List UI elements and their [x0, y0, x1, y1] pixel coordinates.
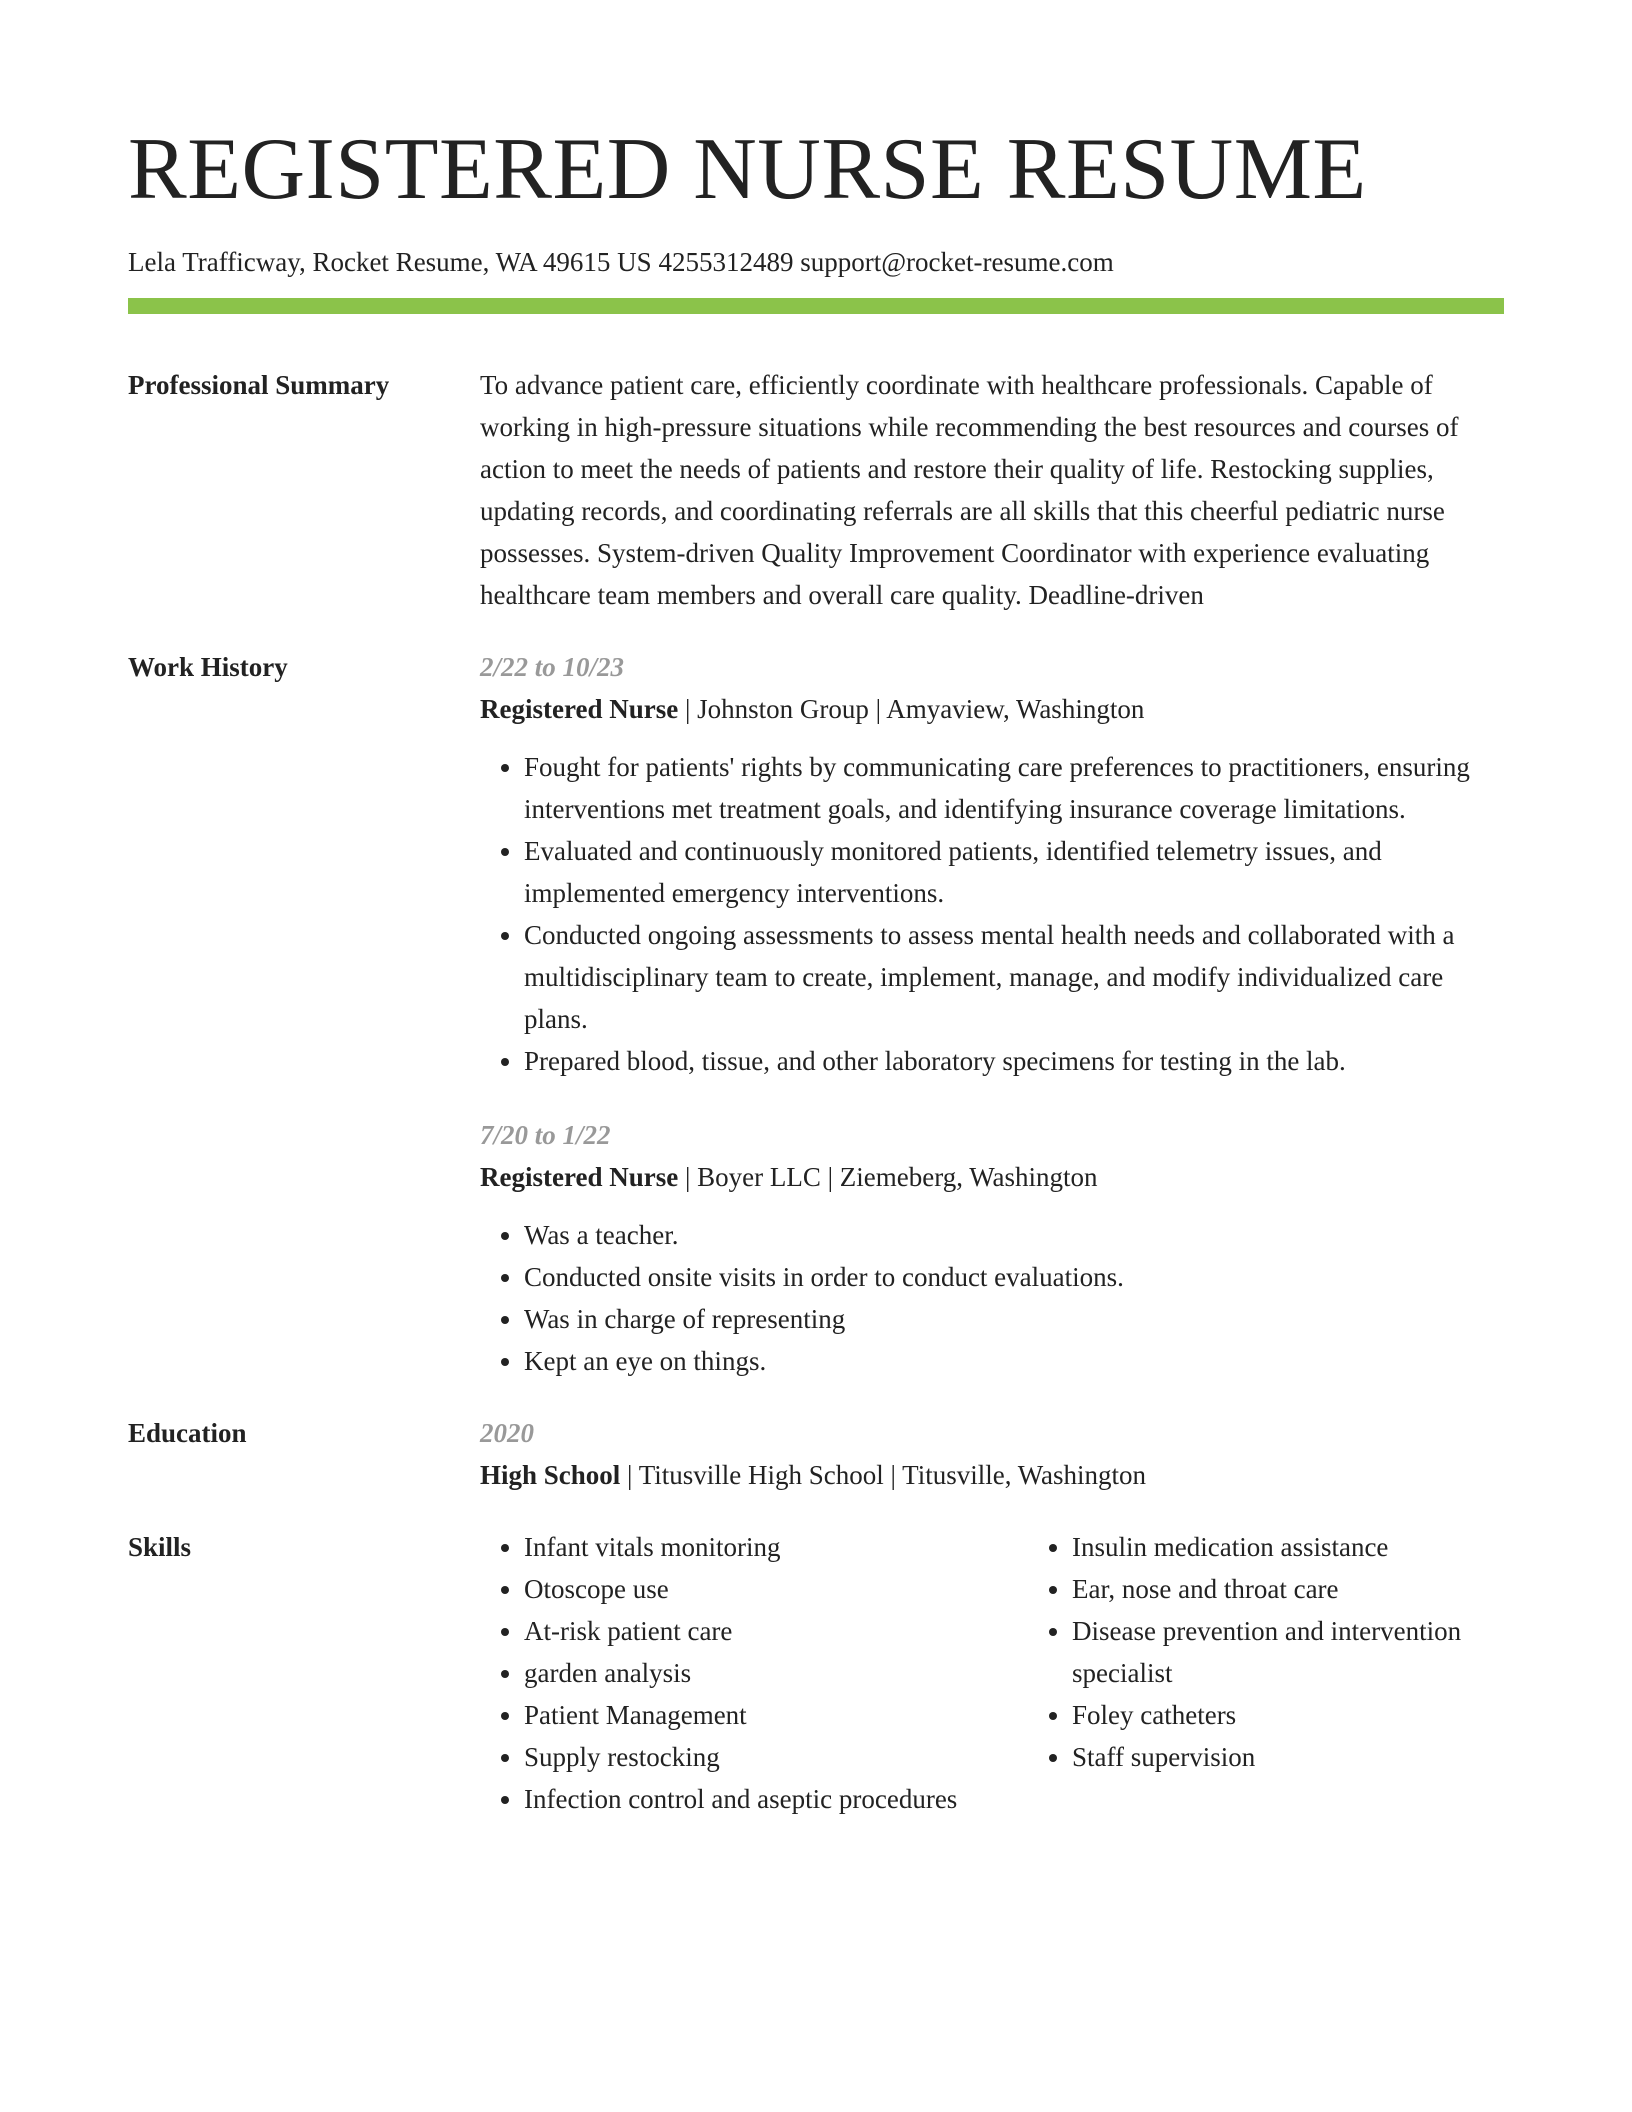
- list-item: • Conducted ongoing assessments to assess mental health needs and collaborated with a multidisciplinary team to create, implement, manage, and modify individualized care plans.: [524, 914, 1504, 1040]
- list-item: • Evaluated and continuously monitored patients, identified telemetry issues, and implemented emergency interventions.: [524, 830, 1504, 914]
- job-entry: [480, 1114, 1504, 1382]
- summary-text: To advance patient care, efficiently coordinate with healthcare professionals. Capable of working in high-pressure situations while recommending the best resources and courses of action to meet the needs of patients and restore their quality of life. Restocking supplies, updating records, and coordinating referrals are all skills that this cheerful pediatric nurse possesses. System-driven Quality Improvement Coordinator with experience evaluating healthcare team members and overall care quality. Deadline-driven: [480, 370, 1459, 610]
- list-item: • Prepared blood, tissue, and other laboratory specimens for testing in the lab.: [524, 1040, 1504, 1082]
- list-item: • Kept an eye on things.: [524, 1340, 1504, 1382]
- list-item: • garden analysis: [524, 1652, 1028, 1694]
- list-item: • At-risk patient care: [524, 1610, 1028, 1652]
- job-role: Registered Nurse: [480, 1162, 679, 1192]
- work-history-section: [128, 646, 1504, 1382]
- job-bullets: [480, 746, 1504, 1082]
- education-dates: 2020: [480, 1418, 534, 1448]
- education-section: [128, 1412, 1504, 1496]
- resume-title: REGISTERED NURSE RESUME: [128, 121, 1367, 218]
- list-item: • Insulin medication assistance: [1072, 1526, 1504, 1568]
- education-degree: High School: [480, 1460, 621, 1490]
- list-item: • Conducted onsite visits in order to conduct evaluations.: [524, 1256, 1504, 1298]
- list-item: • Ear, nose and throat care: [1072, 1568, 1504, 1610]
- list-item: • Infant vitals monitoring: [524, 1526, 1028, 1568]
- list-item: • Disease prevention and intervention specialist: [1072, 1610, 1504, 1694]
- list-item: • Foley catheters: [1072, 1694, 1504, 1736]
- skills-column-2: [1028, 1526, 1504, 1820]
- skills-section: [128, 1526, 1504, 1820]
- list-item: • Was a teacher.: [524, 1214, 1504, 1256]
- job-title-line: [480, 688, 1504, 730]
- education-body: [480, 1412, 1504, 1496]
- job-details: | Boyer LLC | Ziemeberg, Washington: [678, 1162, 1098, 1192]
- summary-section: [128, 364, 1504, 616]
- skills-column-1: [480, 1526, 1028, 1820]
- job-dates: 2/22 to 10/23: [480, 652, 625, 682]
- skills-heading: Skills: [128, 1532, 192, 1562]
- education-details: | Titusville High School | Titusville, Washington: [620, 1460, 1147, 1490]
- list-item: • Fought for patients' rights by communicating care preferences to practitioners, ensuring interventions met treatment goals, and identifying insurance coverage limitations.: [524, 746, 1504, 830]
- list-item: • Infection control and aseptic procedures: [524, 1778, 1028, 1820]
- list-item: • Otoscope use: [524, 1568, 1028, 1610]
- summary-heading: Professional Summary: [128, 370, 390, 400]
- list-item: • Supply restocking: [524, 1736, 1028, 1778]
- job-dates: 7/20 to 1/22: [480, 1120, 611, 1150]
- job-role: Registered Nurse: [480, 694, 679, 724]
- job-title-line: [480, 1156, 1504, 1198]
- accent-divider: [128, 298, 1504, 314]
- summary-body: [480, 364, 1504, 616]
- contact-line: Lela Trafficway, Rocket Resume, WA 49615 US 4255312489 support@rocket-resume.com: [128, 247, 1114, 277]
- job-bullets: [480, 1214, 1504, 1382]
- job-details: | Johnston Group | Amyaview, Washington: [678, 694, 1145, 724]
- work-history-body: [480, 646, 1504, 1382]
- education-heading: Education: [128, 1418, 247, 1448]
- skills-body: [480, 1526, 1504, 1820]
- list-item: • Patient Management: [524, 1694, 1028, 1736]
- job-entry: [480, 646, 1504, 1082]
- list-item: • Staff supervision: [1072, 1736, 1504, 1778]
- education-line: [480, 1454, 1504, 1496]
- list-item: • Was in charge of representing: [524, 1298, 1504, 1340]
- work-history-heading: Work History: [128, 652, 288, 682]
